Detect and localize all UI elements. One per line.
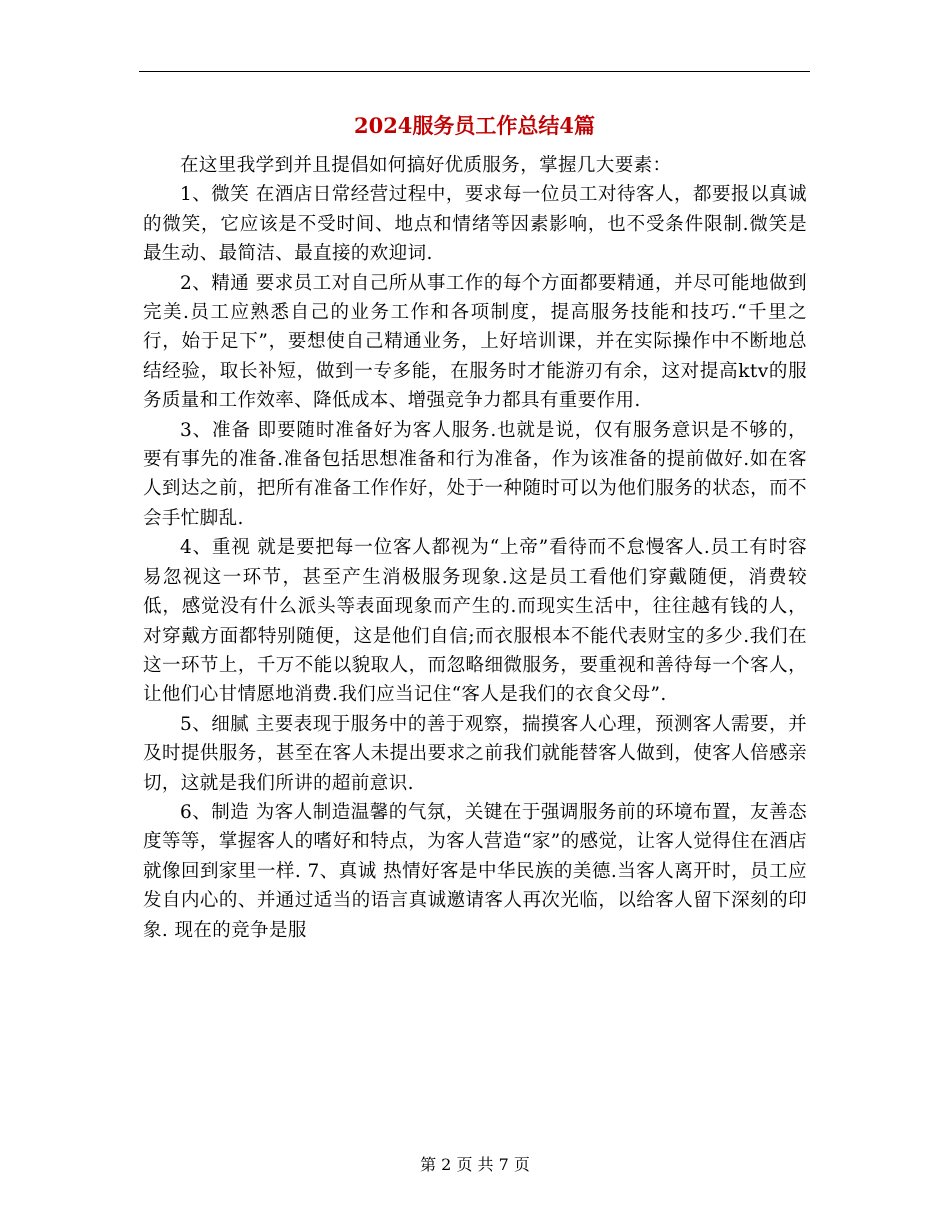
paragraph-preparation: 3、准备 即要随时准备好为客人服务.也就是说，仅有服务意识是不够的，要有事先的准备.准备包括思想准备和行为准备，作为该准备的提前做好.如在客人到达之前，把所有准备工作作好，处于一种随时可以为他们服务的状态，而不会手忙脚乱. (143, 419, 807, 529)
paragraph-atmosphere: 6、制造 为客人制造温馨的气氛，关键在于强调服务前的环境布置，友善态度等等，掌握客人的嗜好和特点，为客人营造“家”的感觉，让客人觉得住在酒店就像回到家里一样. 7、真诚 热情好客是中华民族的美德.当客人离开时，员工应发自内心的、并通过适当的语言真诚邀请客人再次光临，以给客人留下深刻的印象. 现在的竞争是服 (143, 801, 807, 941)
paragraph-detail: 5、细腻 主要表现于服务中的善于观察，揣摸客人心理，预测客人需要，并及时提供服务，甚至在客人未提出要求之前我们就能替客人做到，使客人倍感亲切，这就是我们所讲的超前意识. (143, 713, 807, 794)
paragraph-intro: 在这里我学到并且提倡如何搞好优质服务，掌握几大要素： (180, 155, 672, 176)
document-title: 2024服务员工作总结4篇 (353, 113, 596, 138)
document-body (143, 151, 807, 945)
page-number-footer: 第 2 页 共 7 页 (420, 1155, 530, 1174)
header-rule (139, 71, 810, 72)
paragraph-smile: 1、微笑 在酒店日常经营过程中，要求每一位员工对待客人，都要报以真诚的微笑，它应该是不受时间、地点和情绪等因素影响，也不受条件限制.微笑是最生动、最简洁、最直接的欢迎词. (143, 184, 807, 265)
paragraph-proficiency: 2、精通 要求员工对自己所从事工作的每个方面都要精通，并尽可能地做到完美.员工应熟悉自己的业务工作和各项制度，提高服务技能和技巧.“千里之行，始于足下”，要想使自己精通业务，上好培训课，并在实际操作中不断地总结经验，取长补短，做到一专多能，在服务时才能游刃有余，这对提高ktv的服务质量和工作效率、降低成本、增强竞争力都具有重要作用. (143, 272, 807, 412)
paragraph-attention: 4、重视 就是要把每一位客人都视为“上帝”看待而不怠慢客人.员工有时容易忽视这一环节，甚至产生消极服务现象.这是员工看他们穿戴随便，消费较低，感觉没有什么派头等表面现象而产生的.而现实生活中，往往越有钱的人，对穿戴方面都特别随便，这是他们自信;而衣服根本不能代表财宝的多少.我们在这一环节上，千万不能以貌取人，而忽略细微服务，要重视和善待每一个客人，让他们心甘情愿地消费.我们应当记住“客人是我们的衣食父母”. (143, 537, 807, 706)
